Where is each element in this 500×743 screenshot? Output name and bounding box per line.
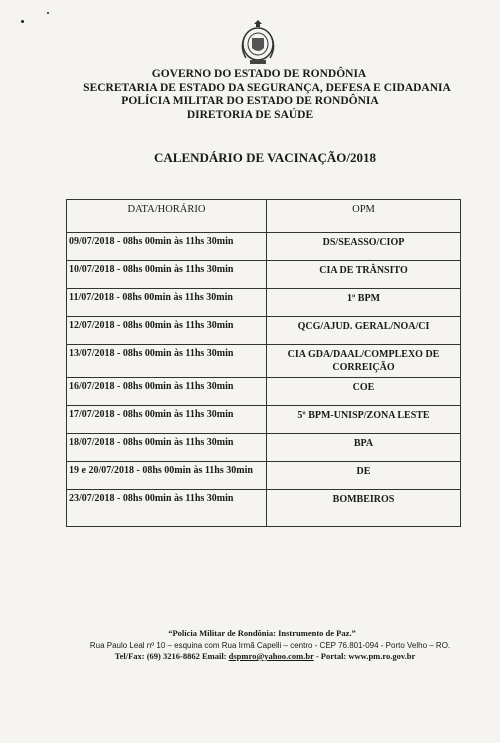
header-government: GOVERNO DO ESTADO DE RONDÔNIA — [151, 68, 367, 80]
table-row — [67, 233, 461, 261]
header-military-police: POLÍCIA MILITAR DO ESTADO DE RONDÔNIA — [121, 95, 379, 107]
row-opm: CIA GDA/DAAL/COMPLEXO DE CORREIÇÃO — [267, 345, 461, 378]
table-row — [67, 434, 461, 462]
row-date: 19 e 20/07/2018 - 08hs 00min às 11hs 30min — [67, 462, 267, 490]
row-opm: 1º BPM — [267, 289, 461, 317]
row-opm: 5º BPM-UNISP/ZONA LESTE — [267, 406, 461, 434]
row-date: 10/07/2018 - 08hs 00min às 11hs 30min — [67, 261, 267, 289]
table-row — [67, 317, 461, 345]
row-date: 16/07/2018 - 08hs 00min às 11hs 30min — [67, 378, 267, 406]
row-opm: CIA DE TRÂNSITO — [267, 261, 461, 289]
footer-email-link[interactable]: dspmro@yahoo.com.br — [228, 651, 314, 661]
footer-motto: “Polícia Militar de Rondônia: Instrumento de Paz.” — [168, 628, 356, 638]
table-row — [67, 261, 461, 289]
row-date: 17/07/2018 - 08hs 00min às 11hs 30min — [67, 406, 267, 434]
row-date: 18/07/2018 - 08hs 00min às 11hs 30min — [67, 434, 267, 462]
footer-phone: Tel/Fax: (69) 3216-8862 Email: — [114, 651, 227, 661]
row-date: 11/07/2018 - 08hs 00min às 11hs 30min — [67, 289, 267, 317]
document-header — [0, 68, 500, 122]
header-health-directorate: DIRETORIA DE SAÚDE — [186, 108, 314, 121]
table-row — [67, 378, 461, 406]
table-row — [67, 345, 461, 378]
row-opm: DS/SEASSO/CIOP — [267, 233, 461, 261]
header-secretariat: SECRETARIA DE ESTADO DA SEGURANÇA, DEFESA E CIDADANIA — [83, 81, 451, 94]
table-row — [67, 406, 461, 434]
document-footer — [0, 628, 500, 663]
row-opm: BPA — [267, 434, 461, 462]
column-header-date: DATA/HORÁRIO — [67, 200, 267, 233]
row-opm: QCG/AJUD. GERAL/NOA/CI — [267, 317, 461, 345]
row-opm: DE — [267, 462, 461, 490]
scan-mark — [21, 20, 24, 23]
row-opm: COE — [267, 378, 461, 406]
document-title: CALENDÁRIO DE VACINAÇÃO/2018 — [154, 150, 376, 165]
footer-address: Rua Paulo Leal nº 10 – esquina com Rua Irmã Capelli – centro - CEP 76.801-094 - Porto Velho – RO. — [89, 640, 451, 650]
footer-portal: - Portal: www.pm.ro.gov.br — [315, 651, 416, 661]
column-header-opm: OPM — [267, 200, 461, 233]
row-date: 12/07/2018 - 08hs 00min às 11hs 30min — [67, 317, 267, 345]
table-row — [67, 462, 461, 490]
table-row — [67, 289, 461, 317]
row-opm: BOMBEIROS — [267, 490, 461, 527]
row-date: 13/07/2018 - 08hs 00min às 11hs 30min — [67, 345, 267, 378]
row-date: 09/07/2018 - 08hs 00min às 11hs 30min — [67, 233, 267, 261]
coat-of-arms-emblem — [238, 18, 278, 66]
table-row — [67, 490, 461, 527]
row-date: 23/07/2018 - 08hs 00min às 11hs 30min — [67, 490, 267, 527]
vaccination-schedule-table — [66, 199, 461, 527]
scan-mark — [47, 12, 49, 14]
footer-contact — [0, 651, 500, 663]
